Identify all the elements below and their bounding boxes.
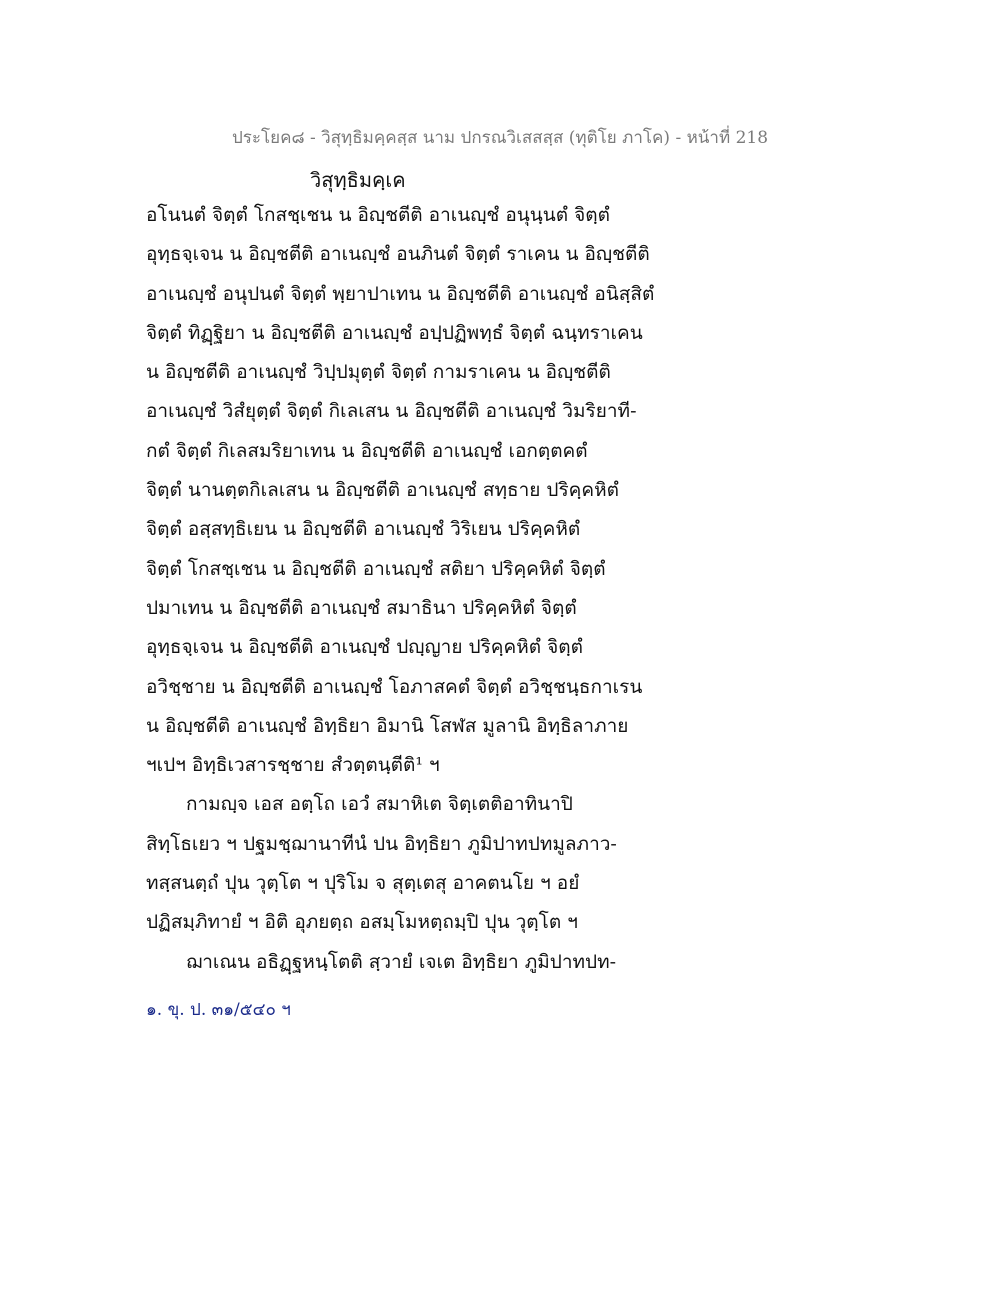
text-line: จิตฺตํ ทิฏฺฐิยา น อิญฺชตีติ อาเนญฺชํ อปฺปฏิพทฺธํ จิตฺตํ ฉนฺทราเคน [146, 321, 643, 344]
body-text [146, 196, 686, 982]
paragraph-first-line: ฌาเณน อธิฏฺฐหนฺโตติ สฺวายํ เจเต อิทฺธิยา ภูมิปาทปท- [186, 950, 617, 973]
text-line: จิตฺตํ โกสชฺเชน น อิญฺชตีติ อาเนญฺชํ สติยา ปริคฺคหิตํ จิตฺตํ [146, 557, 606, 580]
text-line: อาเนญฺชํ อนุปนตํ จิตฺตํ พฺยาปาเทน น อิญฺชตีติ อาเนญฺชํ อนิสฺสิตํ [146, 282, 655, 305]
running-header: ประโยค๘ - วิสุทฺธิมคฺคสฺส นาม ปกรณวิเสสสฺส (ทุติโย ภาโค) - หน้าที่ 218 [231, 128, 769, 148]
text-line: จิตฺตํ นานตฺตกิเลเสน น อิญฺชตีติ อาเนญฺชํ สทฺธาย ปริคฺคหิตํ [146, 479, 619, 502]
footnote: ๑. ขุ. ป. ๓๑/๕๔๐ ฯ [146, 1000, 291, 1020]
text-line: น อิญฺชตีติ อาเนญฺชํ อิทฺธิยา อิมานิ โสฬส มูลานิ อิทฺธิลาภาย [146, 714, 629, 737]
section-title: วิสุทฺธิมคฺเค [310, 168, 406, 192]
text-line: ทสฺสนตฺถํ ปุน วุตฺโต ฯ ปุริโม จ สุตฺเตสุ อาคตนโย ฯ อยํ [146, 872, 580, 895]
text-line: อวิชฺชาย น อิญฺชตีติ อาเนญฺชํ โอภาสคตํ จิตฺตํ อวิชฺชนฺธกาเรน [146, 675, 643, 698]
text-line: อุทฺธจฺเจน น อิญฺชตีติ อาเนญฺชํ ปญฺญาย ปริคฺคหิตํ จิตฺตํ [146, 636, 583, 659]
text-line: กตํ จิตฺตํ กิเลสมริยาเทน น อิญฺชตีติ อาเนญฺชํ เอกตฺตคตํ [146, 439, 588, 462]
text-line: อุทฺธจฺเจน น อิญฺชตีติ อาเนญฺชํ อนภินตํ จิตฺตํ ราเคน น อิญฺชตีติ [146, 243, 650, 266]
text-line: อาเนญฺชํ วิสํยุตฺตํ จิตฺตํ กิเลเสน น อิญฺชตีติ อาเนญฺชํ วิมริยาที- [146, 400, 637, 423]
text-line: ปฏิสมฺภิทายํ ฯ อิติ อุภยตฺถ อสมฺโมหตฺถมฺปิ ปุน วุตฺโต ฯ [146, 911, 578, 934]
text-line: อโนนตํ จิตฺตํ โกสชฺเชน น อิญฺชตีติ อาเนญฺชํ อนุนฺนตํ จิตฺตํ [146, 204, 610, 226]
text-line: น อิญฺชตีติ อาเนญฺชํ วิปฺปมุตฺตํ จิตฺตํ กามราเคน น อิญฺชตีติ [146, 361, 611, 384]
text-line: ฯเปฯ อิทฺธิเวสารชฺชาย สํวตฺตนฺตีติ¹ ฯ [146, 754, 440, 777]
text-line: จิตฺตํ อสฺสทฺธิเยน น อิญฺชตีติ อาเนญฺชํ วิริเยน ปริคฺคหิตํ [146, 518, 581, 541]
text-line: สิทฺโธเยว ฯ ปฐมชฺฌานาทีนํ ปน อิทฺธิยา ภูมิปาทปทมูลภาว- [146, 832, 617, 855]
paragraph-first-line: กามญฺจ เอส อตฺโถ เอวํ สมาหิเต จิตฺเตติอาทินาปิ [186, 793, 573, 816]
text-line: ปมาเทน น อิญฺชตีติ อาเนญฺชํ สมาธินา ปริคฺคหิตํ จิตฺตํ [146, 596, 577, 619]
